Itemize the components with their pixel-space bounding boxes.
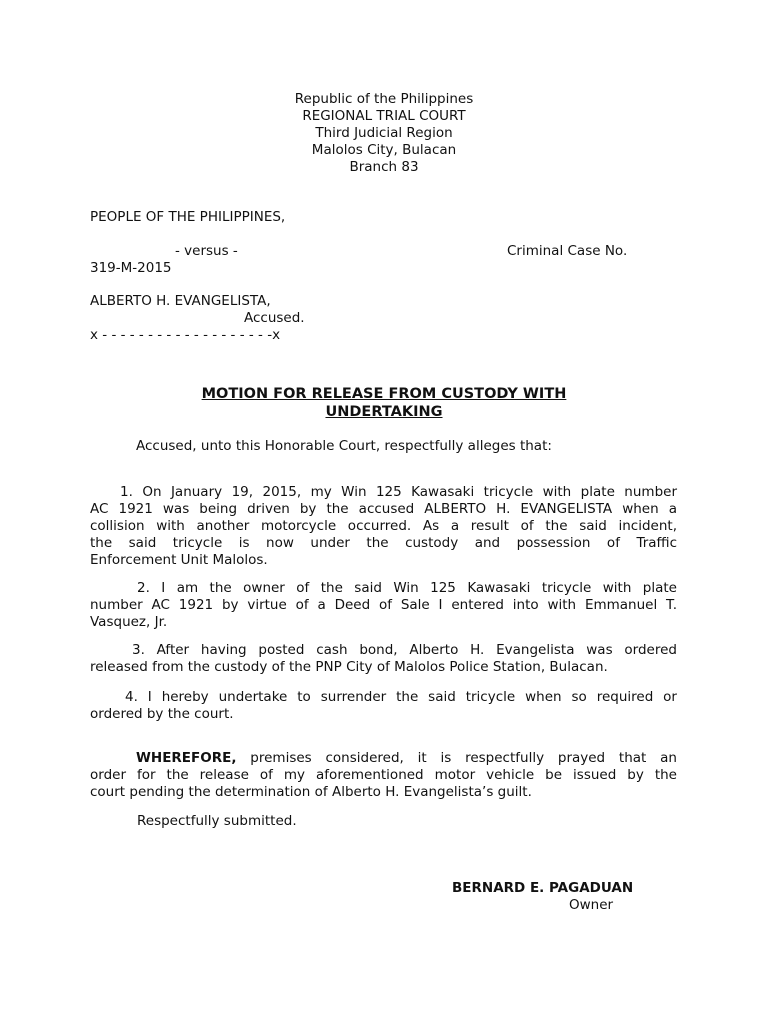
signatory-name: BERNARD E. PAGADUAN [452, 880, 634, 896]
paragraph-1 [90, 484, 677, 569]
paragraph-2-line: 2. I am the owner of the said Win 125 Kawasaki tricycle with plate [137, 580, 677, 596]
paragraph-1-line: AC 1921 was being driven by the accused ALBERTO H. EVANGELISTA when a [90, 501, 677, 517]
closing-text: Respectfully submitted. [137, 813, 297, 829]
paragraph-3 [90, 642, 677, 676]
prayer-lead: WHEREFORE, [136, 750, 237, 766]
caption-case-label: Criminal Case No. [507, 243, 628, 259]
paragraph-1-line: collision with another motorcycle occurred. As a result of the said incident, [90, 518, 677, 534]
prayer-line: court pending the determination of Alberto H. Evangelista’s guilt. [90, 784, 532, 800]
paragraph-2-line: number AC 1921 by virtue of a Deed of Sale I entered into with Emmanuel T. [90, 597, 677, 613]
prayer-line [90, 750, 677, 767]
prayer-paragraph [90, 750, 677, 801]
court-header-region: Third Judicial Region [315, 125, 453, 141]
prayer-line-rest: premises considered, it is respectfully prayed that an [236, 750, 677, 766]
motion-title-line2: UNDERTAKING [325, 404, 443, 420]
paragraph-2 [90, 580, 677, 631]
paragraph-1-line: 1. On January 19, 2015, my Win 125 Kawasaki tricycle with plate number [120, 484, 677, 500]
caption-accused-label: Accused. [244, 310, 305, 326]
paragraph-1-line: Enforcement Unit Malolos. [90, 552, 268, 568]
court-header-rtc: REGIONAL TRIAL COURT [302, 108, 466, 124]
court-header-city: Malolos City, Bulacan [311, 142, 457, 158]
paragraph-3-line: released from the custody of the PNP City of Malolos Police Station, Bulacan. [90, 659, 608, 675]
caption-plaintiff: PEOPLE OF THE PHILIPPINES, [90, 209, 286, 225]
paragraph-4-line: ordered by the court. [90, 706, 234, 722]
intro-text: Accused, unto this Honorable Court, respectfully alleges that: [136, 438, 552, 454]
caption-case-number: 319-M-2015 [90, 260, 172, 276]
caption-accused-name: ALBERTO H. EVANGELISTA, [90, 293, 271, 309]
caption-separator: x - - - - - - - - - - - - - - - - - - -x [90, 327, 281, 343]
court-header-branch: Branch 83 [349, 159, 419, 175]
paragraph-1-line: the said tricycle is now under the custody and possession of Traffic [90, 535, 677, 551]
signatory-role: Owner [569, 897, 614, 913]
paragraph-3-line: 3. After having posted cash bond, Alberto H. Evangelista was ordered [132, 642, 677, 658]
caption-versus: - versus - [175, 243, 238, 259]
paragraph-4 [90, 689, 677, 723]
paragraph-2-line: Vasquez, Jr. [90, 614, 168, 630]
prayer-line: order for the release of my aforementioned motor vehicle be issued by the [90, 767, 677, 783]
paragraph-4-line: 4. I hereby undertake to surrender the said tricycle when so required or [125, 689, 677, 705]
motion-title-line1: MOTION FOR RELEASE FROM CUSTODY WITH [201, 386, 567, 402]
court-header-republic: Republic of the Philippines [294, 91, 474, 107]
